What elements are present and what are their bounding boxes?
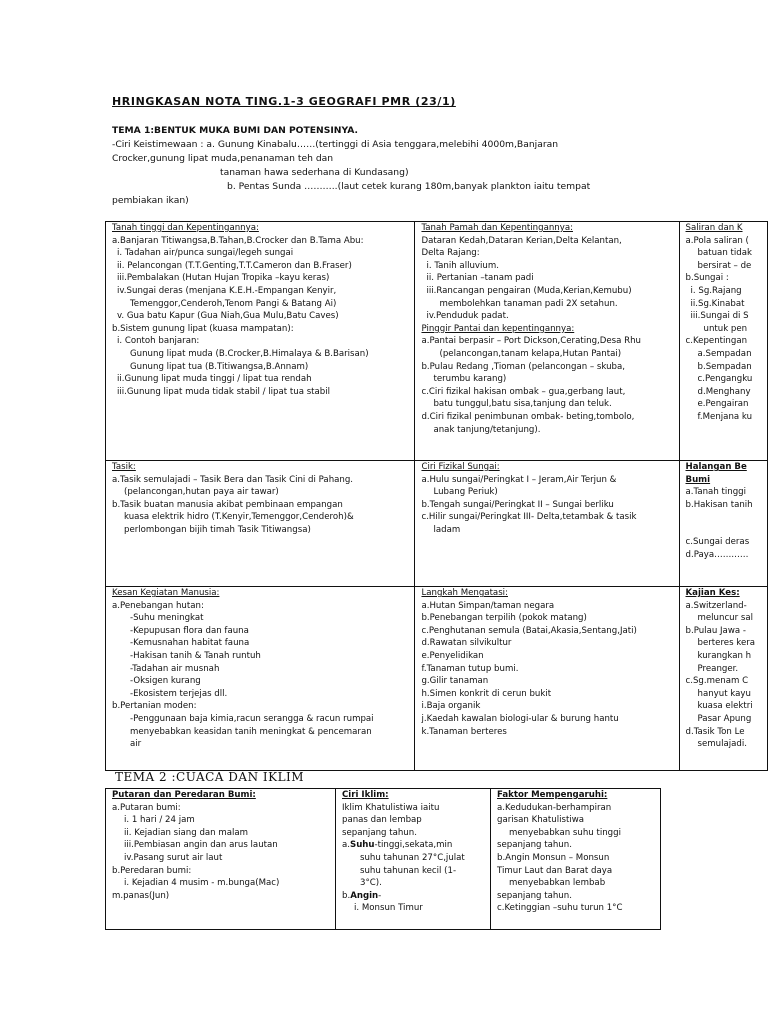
cell-line: suhu tahunan 27°C,julat: [360, 852, 465, 863]
cell-heading: Ciri Iklim:: [342, 790, 389, 800]
cell-line: Delta Rajang:: [421, 248, 480, 259]
cell-line: Iklim Khatulistiwa iaitu: [342, 802, 440, 813]
cell-kajian-kes: [679, 587, 767, 771]
cell-line: semulajadi.: [697, 739, 747, 750]
cell-line: garisan Khatulistiwa: [497, 815, 585, 826]
cell-line: sepanjang tahun.: [497, 840, 572, 851]
cell-line: kurangkan h: [697, 650, 752, 661]
cell-line: Gunung lipat tua (B.Titiwangsa,B.Annam): [130, 361, 309, 372]
cell-line: v. Gua batu Kapur (Gua Niah,Gua Mulu,Batu Caves): [117, 311, 339, 322]
cell-line: c.Ketinggian –suhu turun 1°C: [497, 903, 623, 914]
cell-line: membolehkan tanaman padi 2X setahun.: [439, 298, 618, 309]
cell-line: batu tunggul,batu sisa,tanjung dan teluk.: [433, 399, 612, 410]
cell-line: d.Tasik Ton Le: [685, 726, 745, 737]
cell-line: iv.Pasang surut air laut: [124, 852, 223, 863]
cell-line: terumbu karang): [433, 374, 507, 385]
cell-line: a.Sempadan: [697, 348, 752, 359]
cell-line: ii.Sg.Kinabat: [690, 298, 745, 309]
cell-line: b.Sempadan: [697, 361, 752, 372]
cell-line: b.Tasik buatan manusia akibat pembinaan empangan: [112, 499, 343, 510]
cell-line: -Hakisan tanih & Tanah runtuh: [130, 650, 261, 661]
cell-line: Pasar Apung: [697, 713, 752, 724]
cell-line: -Tadahan air musnah: [130, 663, 220, 674]
cell-line: Timur Laut dan Barat daya: [497, 865, 613, 876]
cell-saliran: [679, 222, 767, 461]
cell-line: -Ekosistem terjejas dll.: [130, 688, 228, 699]
cell-heading: Bumi: [685, 474, 711, 485]
text-run: a.: [342, 840, 350, 851]
cell-heading: Halangan Be: [685, 462, 747, 472]
cell-line: b.Tengah sungai/Peringkat II – Sungai berliku: [421, 499, 614, 510]
cell-line: iii.Gunung lipat muda tidak stabil / lipat tua stabil: [117, 386, 331, 397]
cell-line: untuk pen: [703, 323, 748, 334]
cell-kesan-kegiatan: [106, 587, 415, 771]
cell-line: i. Monsun Timur: [354, 903, 423, 914]
cell-line: (pelancongan,hutan paya air tawar): [124, 487, 279, 498]
cell-line: i. Contoh banjaran:: [117, 336, 200, 347]
cell-line: sepanjang tahun.: [497, 890, 572, 901]
cell-heading: Ciri Fizikal Sungai:: [421, 462, 500, 472]
cell-heading: Saliran dan K: [685, 223, 743, 233]
cell-ciri-fizikal-sungai: [415, 461, 679, 587]
cell-line: iv.Penduduk padat.: [426, 311, 509, 322]
cell-line: hanyut kayu: [697, 688, 751, 699]
cell-line: anak tanjung/tetanjung).: [433, 424, 541, 435]
cell-line: i. Kejadian 4 musim - m.bunga(Mac): [124, 878, 280, 889]
cell-line: menyebabkan keasidan tanih meningkat & pencemaran: [130, 726, 372, 737]
cell-tanah-pamah: [415, 222, 679, 461]
cell-line: a.Tanah tinggi: [685, 487, 746, 498]
cell-line: i. Sg.Rajang: [690, 285, 742, 296]
cell-heading: Faktor Mempengaruhi:: [497, 790, 608, 800]
intro-line: pembiakan ikan): [112, 195, 189, 206]
cell-line: sepanjang tahun.: [342, 827, 417, 838]
cell-line: Dataran Kedah,Dataran Kerian,Delta Kelantan,: [421, 235, 622, 246]
cell-halangan: [679, 461, 767, 587]
cell-line: e.Pengairan: [697, 399, 749, 410]
cell-tanah-tinggi: [106, 222, 415, 461]
cell-langkah-mengatasi: [415, 587, 679, 771]
cell-line: ii. Pelancongan (T.T.Genting,T.T.Cameron dan B.Fraser): [117, 260, 352, 271]
intro-line: Crocker,gunung lipat muda,penanaman teh dan: [112, 153, 334, 164]
cell-line: d.Ciri fizikal penimbunan ombak- beting,tombolo,: [421, 411, 635, 422]
cell-line: a.Hutan Simpan/taman negara: [421, 600, 555, 611]
cell-line: a.Hulu sungai/Peringkat I – Jeram,Air Terjun &: [421, 474, 617, 485]
text-run: -: [378, 890, 382, 901]
cell-line: d.Menghany: [697, 386, 751, 397]
cell-line: e.Penyelidikan: [421, 650, 484, 661]
intro-line: -Ciri Keistimewaan : a. Gunung Kinabalu……(tertinggi di Asia tenggara,melebihi 4000m,Banjaran: [112, 139, 559, 150]
cell-line: Temenggor,Cenderoh,Tenom Pangi & Batang Ai): [130, 298, 337, 309]
cell-line: f.Menjana ku: [697, 411, 753, 422]
cell-line: panas dan lembap: [342, 815, 422, 826]
cell-line: -Kemusnahan habitat fauna: [130, 638, 250, 649]
cell-line: a.Tasik semulajadi – Tasik Bera dan Tasik Cini di Pahang.: [112, 474, 354, 485]
cell-line: c.Ciri fizikal hakisan ombak – gua,gerbang laut,: [421, 386, 626, 397]
cell-line: a.Switzerland-: [685, 600, 747, 611]
cell-heading: Kesan Kegiatan Manusia:: [112, 588, 220, 598]
cell-tasik: [106, 461, 415, 587]
cell-heading: Tanah Pamah dan Kepentingannya:: [421, 223, 573, 233]
cell-line: h.Simen konkrit di cerun bukit: [421, 688, 552, 699]
cell-line: c.Kepentingan: [685, 336, 748, 347]
cell-line: -Suhu meningkat: [130, 613, 204, 624]
cell-line: a.Pantai berpasir – Port Dickson,Cerating,Desa Rhu: [421, 336, 641, 347]
cell-line: c.Pengangku: [697, 374, 753, 385]
cell-line: iii.Sungai di S: [690, 311, 749, 322]
cell-line: i. Tanih alluvium.: [426, 260, 499, 271]
cell-line: b.Peredaran bumi:: [112, 865, 192, 876]
cell-line: [342, 839, 487, 852]
intro-section: [112, 124, 632, 208]
cell-line: a.Kedudukan-berhampiran: [497, 802, 612, 813]
cell-faktor-mempengaruhi: [491, 789, 661, 930]
text-run-bold: Angin: [350, 890, 379, 901]
cell-line: f.Tanaman tutup bumi.: [421, 663, 519, 674]
cell-line: menyebabkan lembab: [509, 878, 606, 889]
text-run: -tinggi,sekata,min: [374, 840, 453, 851]
cell-line: Preanger.: [697, 663, 739, 674]
intro-line: tanaman hawa sederhana di Kundasang): [220, 167, 409, 178]
cell-line: b.Pulau Jawa -: [685, 625, 746, 636]
document-title: HRINGKASAN NOTA TING.1-3 GEOGRAFI PMR (23/1): [112, 95, 456, 108]
cell-line: suhu tahunan kecil (1-: [360, 865, 457, 876]
cell-line: -Oksigen kurang: [130, 676, 201, 687]
tema1-heading: TEMA 1:BENTUK MUKA BUMI DAN POTENSINYA.: [112, 125, 358, 136]
cell-heading: Kajian Kes:: [685, 588, 740, 598]
cell-line: a.Putaran bumi:: [112, 802, 181, 813]
cell-heading: Putaran dan Peredaran Bumi:: [112, 790, 256, 800]
cell-putaran-peredaran: [106, 789, 336, 930]
cell-line: k.Tanaman berteres: [421, 726, 507, 737]
cell-line: air: [130, 739, 142, 750]
cell-line: Gunung lipat muda (B.Crocker,B.Himalaya & B.Barisan): [130, 348, 369, 359]
cell-line: a.Banjaran Titiwangsa,B.Tahan,B.Crocker dan B.Tama Abu:: [112, 235, 364, 246]
text-run-bold: Suhu: [350, 840, 375, 851]
cell-spacer: [686, 511, 764, 536]
cell-line: perlombongan bijih timah Tasik Titiwangsa): [124, 524, 311, 535]
cell-line: a.Penebangan hutan:: [112, 600, 204, 611]
intro-line: b. Pentas Sunda ………..(laut cetek kurang 180m,banyak plankton iaitu tempat: [227, 181, 591, 192]
cell-line: b.Hakisan tanih: [685, 499, 753, 510]
cell-line: b.Pulau Redang ,Tioman (pelancongan – skuba,: [421, 361, 626, 372]
cell-line: batuan tidak: [697, 248, 752, 259]
cell-line: d.Paya…………: [685, 549, 749, 560]
cell-line: berteres kera: [697, 638, 756, 649]
cell-line: b.Sungai :: [685, 273, 729, 284]
cell-line: j.Kaedah kawalan biologi-ular & burung hantu: [421, 713, 619, 724]
cell-line: iii.Rancangan pengairan (Muda,Kerian,Kemubu): [426, 285, 632, 296]
cell-line: d.Rawatan silvikultur: [421, 638, 512, 649]
cell-line: i. 1 hari / 24 jam: [124, 815, 195, 826]
tema1-table: [105, 221, 768, 771]
cell-line: [342, 890, 487, 903]
cell-line: b.Sistem gunung lipat (kuasa mampatan):: [112, 323, 294, 334]
tema2-heading: TEMA 2 :CUACA DAN IKLIM: [115, 770, 305, 784]
cell-line: (pelancongan,tanam kelapa,Hutan Pantai): [439, 348, 622, 359]
cell-line: -Penggunaan baja kimia,racun serangga & racun rumpai: [130, 713, 374, 724]
cell-line: ii. Kejadian siang dan malam: [124, 827, 249, 838]
cell-line: iii.Pembiasan angin dan arus lautan: [124, 840, 278, 851]
cell-line: b.Pertanian moden:: [112, 701, 197, 712]
cell-line: iv.Sungai deras (menjana K.E.H.-Empangan Kenyir,: [117, 285, 337, 296]
cell-line: 3°C).: [360, 878, 382, 889]
text-run: b.: [342, 890, 351, 901]
cell-line: i. Tadahan air/punca sungai/legeh sungai: [117, 248, 294, 259]
cell-line: b.Angin Monsun – Monsun: [497, 852, 610, 863]
cell-line: ii. Pertanian –tanam padi: [426, 273, 534, 284]
cell-line: iii.Pembalakan (Hutan Hujan Tropika –kayu keras): [117, 273, 330, 284]
cell-line: c.Sungai deras: [685, 537, 750, 548]
cell-line: m.panas(Jun): [112, 890, 170, 901]
tema2-table: [105, 788, 661, 930]
cell-heading: Langkah Mengatasi:: [421, 588, 508, 598]
cell-line: menyebabkan suhu tinggi: [509, 827, 621, 838]
cell-line: meluncur sal: [697, 613, 754, 624]
cell-line: ladam: [433, 524, 461, 535]
cell-line: b.Penebangan terpilih (pokok matang): [421, 613, 587, 624]
cell-line: ii.Gunung lipat muda tinggi / lipat tua rendah: [117, 374, 312, 385]
cell-line: c.Penghutanan semula (Batai,Akasia,Sentang,Jati): [421, 625, 637, 636]
cell-line: i.Baja organik: [421, 701, 481, 712]
cell-line: c.Sg.menam C: [685, 676, 749, 687]
cell-line: a.Pola saliran (: [685, 235, 749, 246]
cell-ciri-iklim: [336, 789, 491, 930]
cell-heading: Tasik:: [112, 462, 136, 472]
cell-line: bersirat – de: [697, 260, 752, 271]
cell-line: kuasa elektri: [697, 701, 753, 712]
cell-heading: Tanah tinggi dan Kepentingannya:: [112, 223, 259, 233]
cell-line: c.Hilir sungai/Peringkat III- Delta,tetambak & tasik: [421, 512, 637, 523]
cell-heading: Pinggir Pantai dan kepentingannya:: [421, 323, 575, 334]
cell-line: kuasa elektrik hidro (T.Kenyir,Temenggor,Cenderoh)&: [124, 512, 354, 523]
cell-line: Lubang Periuk): [433, 487, 498, 498]
cell-line: g.Gilir tanaman: [421, 676, 489, 687]
cell-line: -Kepupusan flora dan fauna: [130, 625, 249, 636]
